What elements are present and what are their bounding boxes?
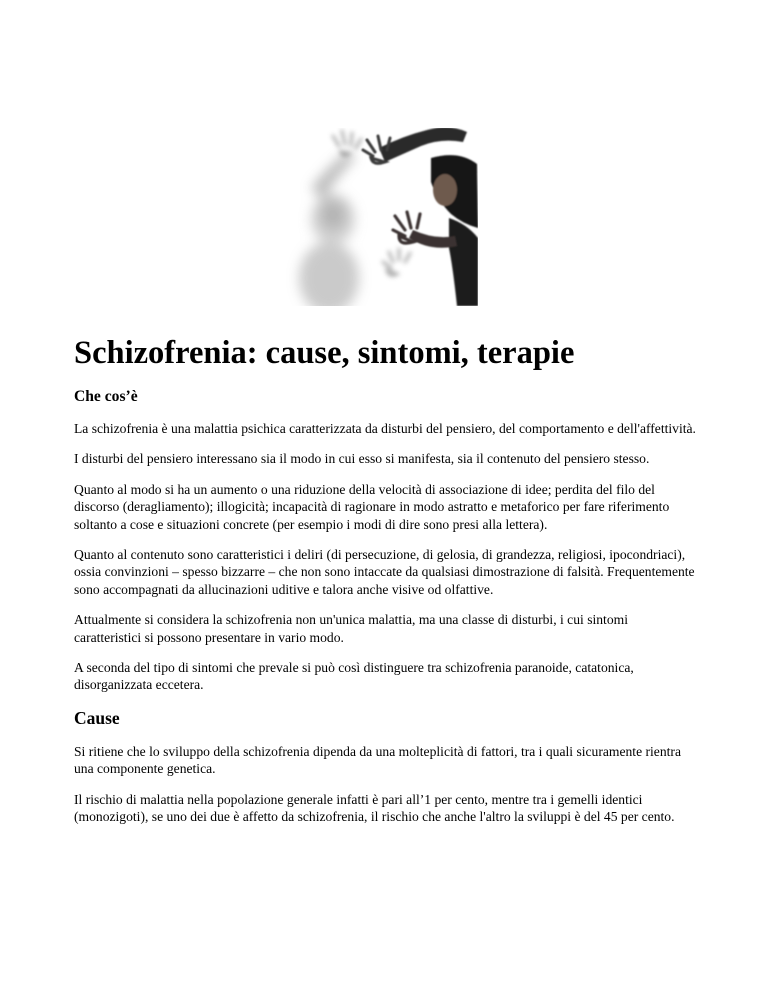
paragraph: A seconda del tipo di sintomi che prevale si può così distinguere tra schizofrenia paranoide, catatonica, disorganizzata eccetera. (74, 660, 634, 693)
article (74, 334, 698, 826)
paragraph: I disturbi del pensiero interessano sia il modo in cui esso si manifesta, sia il contenuto del pensiero stesso. (74, 451, 650, 467)
section-heading-cause: Cause (74, 707, 120, 728)
paragraph: Il rischio di malattia nella popolazione generale infatti è pari all’1 per cento, mentre tra i gemelli identici (monozigoti), se uno dei due è affetto da schizofrenia, il rischio che anche l'altro la sviluppi è del 45 per cento. (74, 791, 675, 825)
section-heading-che-cose: Che cos’è (74, 388, 138, 405)
paragraph: Si ritiene che lo sviluppo della schizofrenia dipenda da una molteplicità di fattori, tra i quali sicuramente rientra una componente genetica. (74, 743, 681, 777)
paragraph: Attualmente si considera la schizofrenia non un'unica malattia, ma una classe di disturbi, i cui sintomi caratteristici si possono presentare in vario modo. (74, 612, 628, 645)
paragraph: Quanto al modo si ha un aumento o una riduzione della velocità di associazione di idee; perdita del filo del discorso (deragliamento); illogicità; incapacità di ragionare in modo astratto e metaforico per fare riferimento soltanto a cose e situazioni concrete (per esempio i modi di dire sono presi alla lettera). (74, 481, 670, 532)
page-title: Schizofrenia: cause, sintomi, terapie (74, 335, 575, 371)
silhouette-figure-image (281, 128, 478, 306)
paragraph: Quanto al contenuto sono caratteristici i deliri (di persecuzione, di gelosia, di grandezza, religiosi, ipocondriaci), ossia convinzioni – spesso bizzarre – che non sono intaccate da qualsiasi dimostrazione di falsità. Frequentemente sono accompagnati da allucinazioni uditive e talora anche visive od olfattive. (74, 547, 695, 597)
paragraph: La schizofrenia è una malattia psichica caratterizzata da disturbi del pensiero, del comportamento e dell'affettività. (74, 421, 696, 436)
illustration-image (281, 128, 478, 306)
